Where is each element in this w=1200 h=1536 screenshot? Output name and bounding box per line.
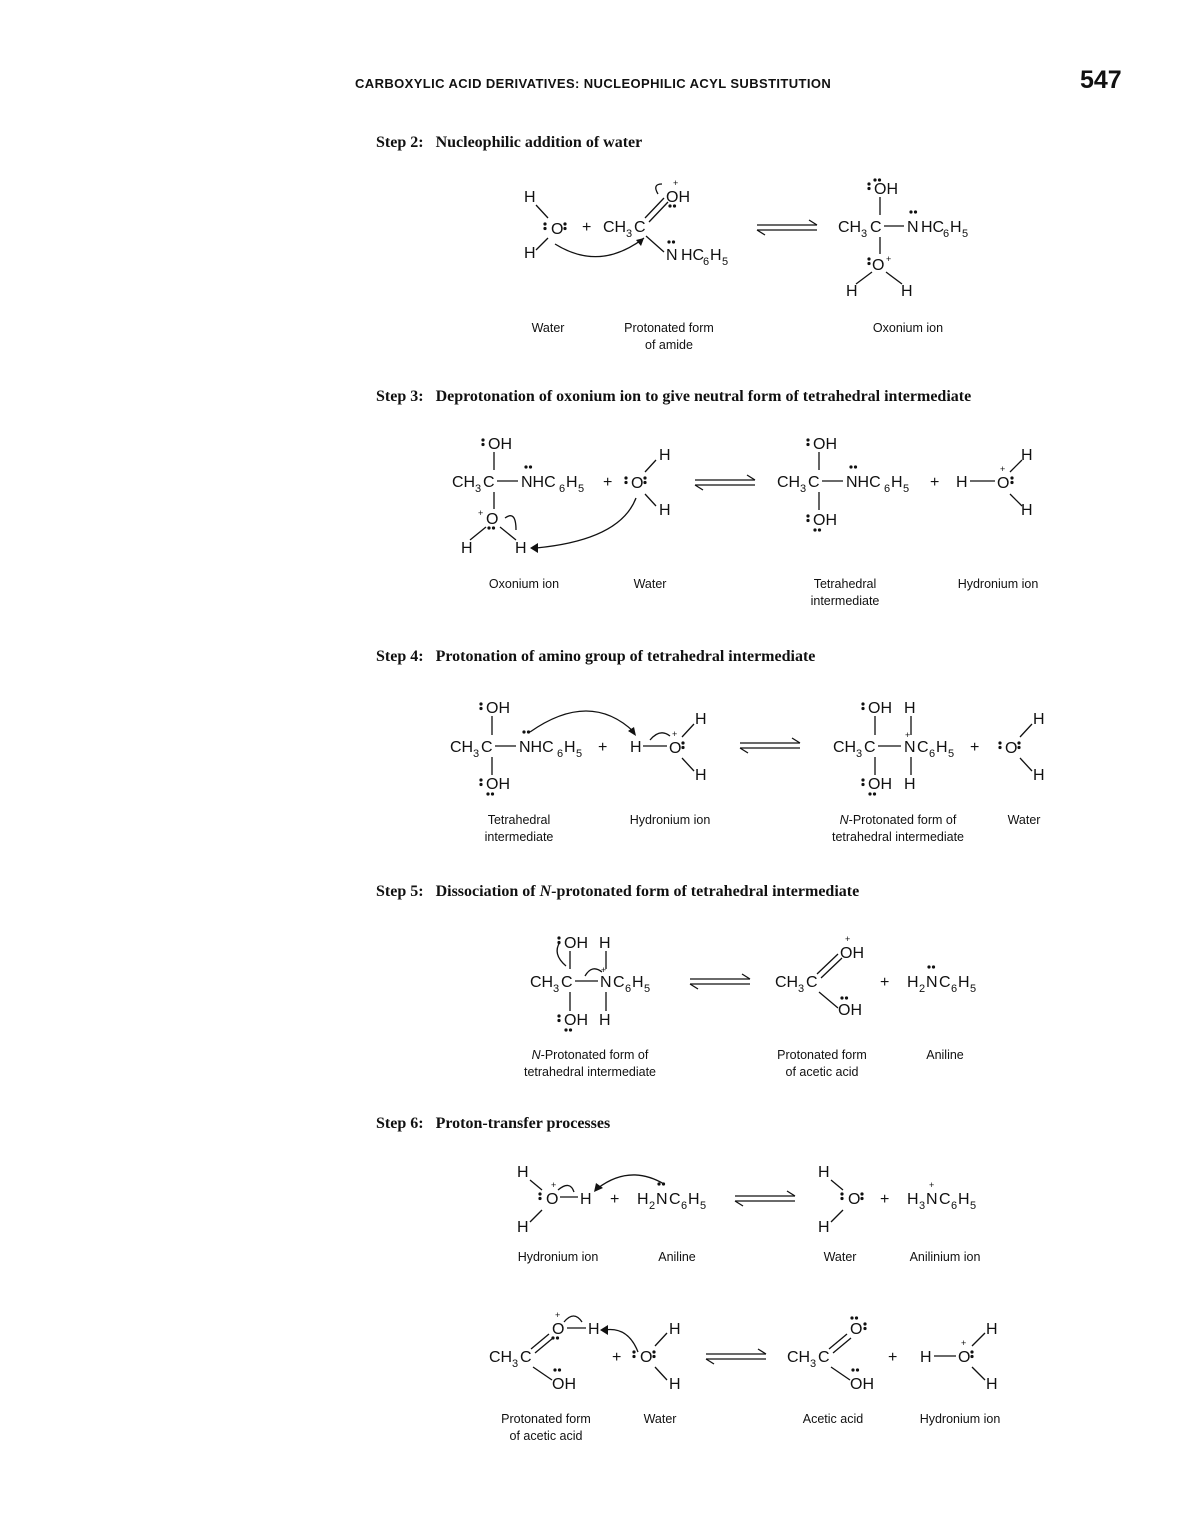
svg-text:H: H — [564, 739, 576, 756]
label-water: Water — [633, 577, 667, 591]
svg-text:O: O — [958, 1349, 971, 1366]
svg-text:+: + — [880, 974, 890, 991]
svg-text:O: O — [850, 1321, 863, 1338]
svg-text:+: + — [929, 1180, 935, 1190]
svg-text:H: H — [1021, 502, 1033, 519]
svg-text:HC: HC — [681, 247, 705, 264]
step-4-water — [998, 711, 1044, 784]
svg-text:+: + — [610, 1191, 620, 1208]
svg-text:OH: OH — [488, 436, 512, 453]
svg-text:H: H — [580, 1191, 592, 1208]
step-2-protonated-amide — [603, 178, 728, 268]
svg-text:+: + — [673, 178, 679, 188]
svg-text:H: H — [515, 540, 527, 557]
svg-text:N: N — [907, 219, 919, 236]
curved-arrow-icon — [530, 711, 634, 732]
svg-text:OH: OH — [868, 700, 892, 717]
svg-text:+: + — [555, 1310, 561, 1320]
svg-text:CH: CH — [833, 739, 857, 756]
svg-text:H: H — [956, 474, 968, 491]
svg-text:6: 6 — [703, 256, 710, 268]
svg-text:H: H — [588, 1321, 600, 1338]
label-aniline: Aniline — [926, 1048, 964, 1062]
curved-arrow-icon — [598, 1175, 664, 1188]
svg-text:5: 5 — [576, 748, 583, 760]
svg-text:N: N — [926, 974, 938, 991]
svg-text:C: C — [634, 219, 646, 236]
svg-text:H: H — [904, 700, 916, 717]
svg-text:C: C — [864, 739, 876, 756]
svg-text:3: 3 — [553, 983, 560, 995]
label-protonated-amide: Protonated form of amide — [624, 321, 714, 352]
svg-text:H: H — [695, 711, 707, 728]
curved-arrow-icon — [656, 184, 662, 194]
label-acetic-acid: Acetic acid — [802, 1412, 864, 1426]
svg-text:N: N — [600, 974, 612, 991]
step-6-acetic-acid — [787, 1316, 874, 1393]
label-aniline: Aniline — [658, 1250, 696, 1264]
svg-text:OH: OH — [564, 935, 588, 952]
svg-text:3: 3 — [861, 228, 868, 240]
svg-text:C: C — [520, 1349, 532, 1366]
svg-text:OH: OH — [666, 189, 690, 206]
step-5-title-pre: Dissociation of — [435, 883, 540, 900]
svg-text:N: N — [666, 247, 678, 264]
svg-text:5: 5 — [644, 983, 651, 995]
svg-text:OH: OH — [486, 776, 510, 793]
svg-text:CH: CH — [452, 474, 476, 491]
svg-text:H: H — [517, 1164, 529, 1181]
svg-text:3: 3 — [919, 1200, 926, 1212]
svg-text:H: H — [669, 1321, 681, 1338]
svg-text:H: H — [524, 245, 536, 262]
svg-text:2: 2 — [919, 983, 926, 995]
svg-text:O: O — [546, 1191, 559, 1208]
step-5-aniline — [907, 965, 976, 995]
svg-text:OH: OH — [552, 1376, 576, 1393]
step-2-tag: Step 2: — [376, 134, 424, 151]
svg-text:OH: OH — [564, 1012, 588, 1029]
svg-text:H: H — [907, 1191, 919, 1208]
step-4-hydronium — [630, 711, 707, 784]
svg-text:5: 5 — [970, 983, 977, 995]
svg-text:OH: OH — [813, 512, 837, 529]
svg-text:NHC: NHC — [846, 474, 881, 491]
svg-text:+: + — [961, 1338, 967, 1348]
label-hydronium: Hydronium ion — [919, 1412, 1001, 1426]
running-header: CARBOXYLIC ACID DERIVATIVES: NUCLEOPHILIC ACYL SUBSTITUTION — [355, 76, 832, 91]
svg-text:6: 6 — [951, 1200, 958, 1212]
svg-text:OH: OH — [874, 181, 898, 198]
svg-text:C: C — [818, 1349, 830, 1366]
step-6-protonated-acetic — [489, 1310, 600, 1393]
step-4-n-protonated — [833, 700, 954, 796]
svg-text:+: + — [880, 1191, 890, 1208]
svg-text:OH: OH — [813, 436, 837, 453]
svg-text:+: + — [845, 934, 851, 944]
svg-text:6: 6 — [681, 1200, 688, 1212]
svg-text:NHC: NHC — [521, 474, 556, 491]
curved-arrow-icon — [555, 238, 644, 257]
label-anilinium: Anilinium ion — [909, 1250, 981, 1264]
svg-text:H: H — [1021, 447, 1033, 464]
svg-text:H: H — [958, 1191, 970, 1208]
svg-text:C: C — [917, 739, 929, 756]
label-water: Water — [823, 1250, 857, 1264]
svg-text:O: O — [551, 221, 564, 238]
svg-text:N: N — [656, 1191, 668, 1208]
step-6-title: Proton-transfer processes — [435, 1115, 611, 1132]
label-n-protonated: N-Protonated form of tetrahedral intermediate — [831, 813, 965, 844]
curved-arrow-icon — [558, 1185, 574, 1192]
label-n-protonated: N-Protonated form of tetrahedral intermediate — [523, 1048, 657, 1079]
svg-text:H: H — [517, 1219, 529, 1236]
label-water: Water — [1007, 813, 1041, 827]
svg-text:H: H — [958, 974, 970, 991]
svg-text:H: H — [920, 1349, 932, 1366]
svg-text:NHC: NHC — [519, 739, 554, 756]
svg-text:6: 6 — [884, 483, 891, 495]
label-water: Water — [643, 1412, 677, 1426]
svg-text:H: H — [818, 1219, 830, 1236]
svg-text:N: N — [926, 1191, 938, 1208]
svg-text:+: + — [603, 474, 613, 491]
svg-text:H: H — [599, 1012, 611, 1029]
svg-text:O: O — [848, 1191, 861, 1208]
svg-text:CH: CH — [489, 1349, 513, 1366]
svg-text:+: + — [672, 729, 678, 739]
svg-text:3: 3 — [798, 983, 805, 995]
svg-text:3: 3 — [473, 748, 480, 760]
svg-text:3: 3 — [475, 483, 482, 495]
svg-text:3: 3 — [800, 483, 807, 495]
svg-text:3: 3 — [810, 1358, 817, 1370]
step-4-title: Protonation of amino group of tetrahedral intermediate — [435, 648, 816, 665]
svg-text:H: H — [630, 739, 642, 756]
svg-text:5: 5 — [578, 483, 585, 495]
svg-text:OH: OH — [486, 700, 510, 717]
svg-text:OH: OH — [868, 776, 892, 793]
step-3-tetrahedral — [777, 436, 909, 532]
label-tetrahedral-intermediate: Tetrahedral intermediate — [484, 813, 554, 844]
step-6-water — [632, 1321, 680, 1393]
svg-text:6: 6 — [951, 983, 958, 995]
svg-text:H: H — [659, 502, 671, 519]
svg-text:H: H — [566, 474, 578, 491]
svg-text:+: + — [1000, 464, 1006, 474]
svg-text:H: H — [818, 1164, 830, 1181]
svg-text:5: 5 — [948, 748, 955, 760]
svg-text:CH: CH — [603, 219, 627, 236]
label-water: Water — [531, 321, 565, 335]
svg-text:H: H — [659, 447, 671, 464]
svg-text:5: 5 — [970, 1200, 977, 1212]
svg-text:H: H — [846, 283, 858, 300]
svg-text:+: + — [905, 730, 911, 740]
svg-text:C: C — [939, 1191, 951, 1208]
step-5-title-post: -protonated form of tetrahedral intermediate — [551, 883, 860, 900]
svg-text:C: C — [669, 1191, 681, 1208]
svg-text:3: 3 — [512, 1358, 519, 1370]
step-6-hydronium-2 — [920, 1321, 998, 1393]
label-hydronium: Hydronium ion — [629, 813, 711, 827]
svg-text:OH: OH — [838, 1002, 862, 1019]
svg-text:H: H — [524, 189, 536, 206]
svg-text:H: H — [1033, 767, 1045, 784]
svg-text:H: H — [599, 935, 611, 952]
svg-text:C: C — [613, 974, 625, 991]
svg-text:H: H — [936, 739, 948, 756]
svg-text:H: H — [1033, 711, 1045, 728]
svg-text:CH: CH — [775, 974, 799, 991]
curved-arrow-icon — [505, 516, 516, 530]
svg-text:H: H — [907, 974, 919, 991]
svg-text:O: O — [1005, 740, 1018, 757]
svg-text:H: H — [637, 1191, 649, 1208]
svg-text:CH: CH — [450, 739, 474, 756]
svg-text:OH: OH — [840, 945, 864, 962]
step-5-title-n: N — [539, 883, 552, 900]
svg-text:O: O — [669, 740, 682, 757]
svg-text:+: + — [601, 965, 607, 975]
step-4-tetrahedral — [450, 700, 582, 796]
svg-text:O: O — [631, 475, 644, 492]
svg-text:N: N — [904, 739, 916, 756]
svg-text:5: 5 — [903, 483, 910, 495]
svg-text:CH: CH — [777, 474, 801, 491]
svg-text:+: + — [478, 508, 484, 518]
svg-text:H: H — [986, 1376, 998, 1393]
step-3-tag: Step 3: — [376, 388, 424, 405]
step-6-anilinium — [907, 1180, 976, 1212]
svg-text:5: 5 — [962, 228, 969, 240]
label-oxonium: Oxonium ion — [872, 321, 944, 335]
svg-text:H: H — [901, 283, 913, 300]
step-5-tag: Step 5: — [376, 883, 424, 900]
svg-text:+: + — [598, 739, 608, 756]
svg-text:H: H — [632, 974, 644, 991]
svg-text:6: 6 — [625, 983, 632, 995]
step-3-oxonium — [452, 436, 584, 557]
step-6-hydronium — [517, 1164, 592, 1236]
svg-text:2: 2 — [649, 1200, 656, 1212]
svg-text:H: H — [904, 776, 916, 793]
svg-text:OH: OH — [850, 1376, 874, 1393]
step-2-oxonium — [838, 178, 968, 300]
svg-text:C: C — [481, 739, 493, 756]
curved-arrow-icon — [650, 733, 670, 740]
step-3-title: Deprotonation of oxonium ion to give neutral form of tetrahedral intermediate — [435, 388, 972, 405]
svg-text:+: + — [612, 1349, 622, 1366]
svg-text:3: 3 — [856, 748, 863, 760]
label-protonated-acetic: Protonated form of acetic acid — [777, 1048, 867, 1079]
svg-text:CH: CH — [530, 974, 554, 991]
svg-text:H: H — [891, 474, 903, 491]
svg-text:+: + — [886, 254, 892, 264]
step-2-title: Nucleophilic addition of water — [435, 134, 643, 151]
label-protonated-acetic: Protonated form of acetic acid — [501, 1412, 591, 1443]
step-4-tag: Step 4: — [376, 648, 424, 665]
svg-text:HC: HC — [921, 219, 945, 236]
svg-text:+: + — [970, 739, 980, 756]
svg-text:5: 5 — [700, 1200, 707, 1212]
svg-text:O: O — [872, 257, 885, 274]
svg-text:O: O — [640, 1349, 653, 1366]
svg-text:H: H — [688, 1191, 700, 1208]
step-2-water — [524, 189, 567, 262]
svg-text:6: 6 — [557, 748, 564, 760]
svg-text:5: 5 — [722, 256, 729, 268]
curved-arrow-icon — [564, 1316, 582, 1322]
svg-text:6: 6 — [943, 228, 950, 240]
svg-text:O: O — [997, 475, 1010, 492]
svg-text:H: H — [950, 219, 962, 236]
svg-text:C: C — [808, 474, 820, 491]
svg-text:C: C — [939, 974, 951, 991]
label-tetrahedral-intermediate: Tetrahedral intermediate — [810, 577, 880, 608]
svg-text:O: O — [486, 511, 499, 528]
svg-text:O: O — [552, 1321, 565, 1338]
label-oxonium: Oxonium ion — [488, 577, 560, 591]
step-5-protonated-acetic — [775, 934, 864, 1019]
svg-text:H: H — [986, 1321, 998, 1338]
svg-text:C: C — [870, 219, 882, 236]
svg-text:H: H — [669, 1376, 681, 1393]
svg-text:H: H — [461, 540, 473, 557]
svg-text:C: C — [483, 474, 495, 491]
svg-text:+: + — [551, 1180, 557, 1190]
svg-text:H: H — [695, 767, 707, 784]
svg-text:C: C — [806, 974, 818, 991]
svg-text:H: H — [710, 247, 722, 264]
step-3-hydronium — [956, 447, 1033, 519]
svg-text:C: C — [561, 974, 573, 991]
step-5-n-protonated — [530, 935, 650, 1032]
step-6-water — [818, 1164, 864, 1236]
svg-text:+: + — [888, 1349, 898, 1366]
svg-text:6: 6 — [559, 483, 566, 495]
step-6-tag: Step 6: — [376, 1115, 424, 1132]
svg-text:CH: CH — [838, 219, 862, 236]
step-6-aniline — [637, 1182, 706, 1212]
label-hydronium: Hydronium ion — [957, 577, 1039, 591]
svg-text:6: 6 — [929, 748, 936, 760]
svg-text:+: + — [930, 474, 940, 491]
curved-arrow-icon — [536, 498, 636, 548]
svg-text:3: 3 — [626, 228, 633, 240]
svg-text:CH: CH — [787, 1349, 811, 1366]
page-number: 547 — [1080, 66, 1122, 94]
svg-text:+: + — [582, 219, 592, 236]
label-hydronium: Hydronium ion — [517, 1250, 599, 1264]
